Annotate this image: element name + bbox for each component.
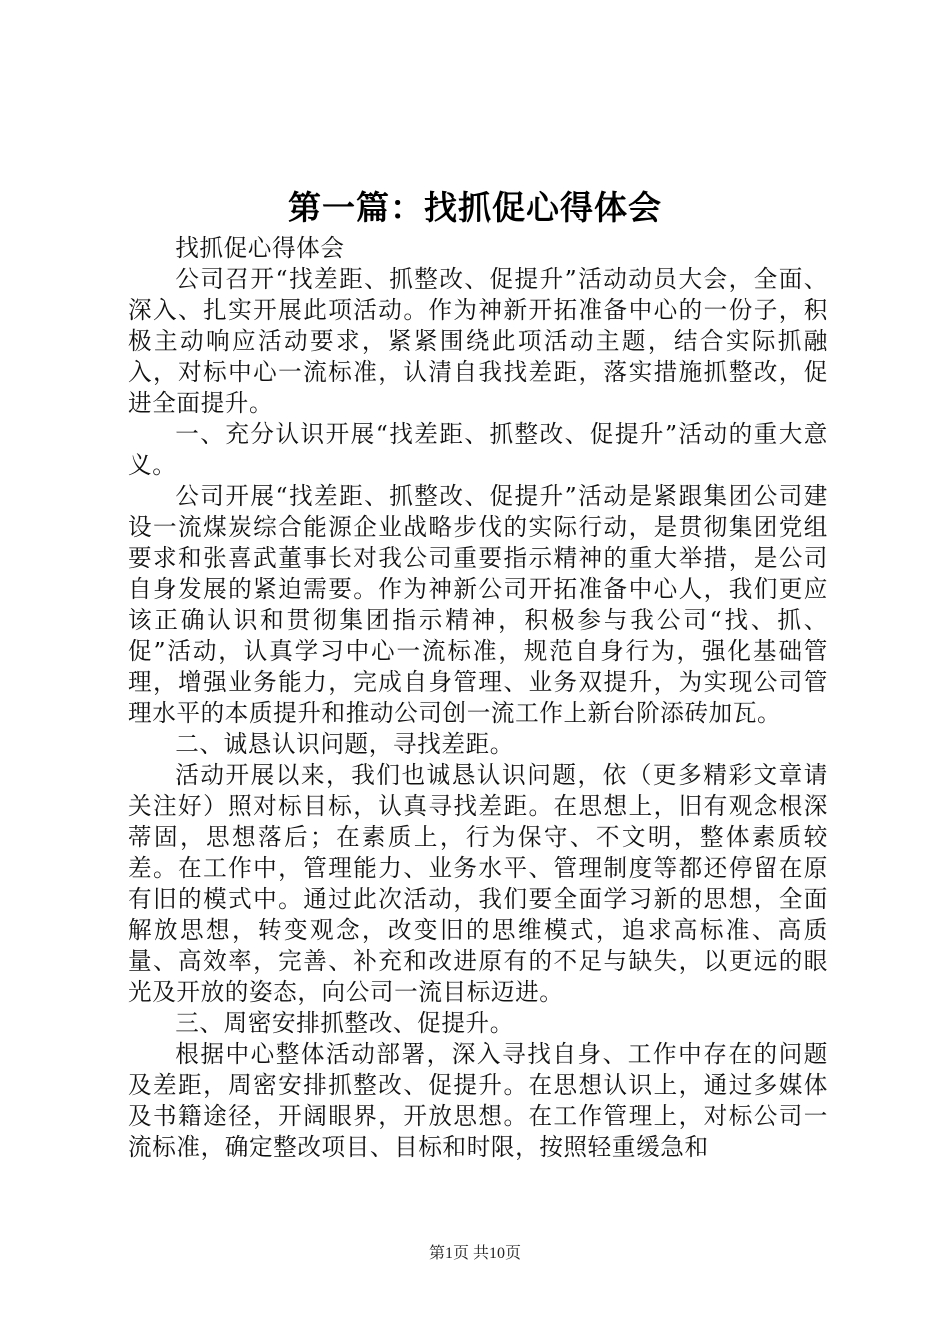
document-title: 第一篇：找抓促心得体会 (288, 188, 662, 227)
document-body (128, 233, 828, 1163)
section-heading-2: 二、诚恳认识问题，寻找差距。 (175, 730, 514, 758)
paragraph-section-2: 活动开展以来，我们也诚恳认识问题，依（更多精彩文章请关注好）照对标目标，认真寻找差距。在思想上，旧有观念根深蒂固，思想落后；在素质上，行为保守、不文明，整体素质较差。在工作中，管理能力、业务水平、管理制度等都还停留在原有旧的模式中。通过此次活动，我们要全面学习新的思想，全面解放思想，转变观念，改变旧的思维模式，追求高标准、高质量、高效率，完善、补充和改进原有的不足与缺失，以更远的眼光及开放的姿态，向公司一流目标迈进。 (128, 761, 828, 1006)
paragraph-intro: 公司召开“找差距、抓整改、促提升”活动动员大会，全面、深入、扎实开展此项活动。作为神新开拓准备中心的一份子，积极主动响应活动要求，紧紧围绕此项活动主题，结合实际抓融入，对标中心一流标准，认清自我找差距，落实措施抓整改，促进全面提升。 (128, 265, 828, 417)
paragraph-section-1: 公司开展“找差距、抓整改、促提升”活动是紧跟集团公司建设一流煤炭综合能源企业战略步伐的实际行动，是贯彻集团党组要求和张喜武董事长对我公司重要指示精神的重大举措，是公司自身发展的紧迫需要。作为神新公司开拓准备中心人，我们更应该正确认识和贯彻集团指示精神，积极参与我公司“找、抓、促”活动，认真学习中心一流标准，规范自身行为，强化基础管理，增强业务能力，完成自身管理、业务双提升，为实现公司管理水平的本质提升和推动公司创一流工作上新台阶添砖加瓦。 (128, 482, 828, 727)
page-number: 第1页 共10页 (428, 1245, 521, 1262)
section-heading-3: 三、周密安排抓整改、促提升。 (175, 1009, 514, 1037)
paragraph-subtitle: 找抓促心得体会 (175, 234, 345, 262)
section-heading-1: 一、充分认识开展“找差距、抓整改、促提升”活动的重大意义。 (128, 420, 828, 479)
paragraph-section-3: 根据中心整体活动部署，深入寻找自身、工作中存在的问题及差距，周密安排抓整改、促提升。在思想认识上，通过多媒体及书籍途径，开阔眼界，开放思想。在工作管理上，对标公司一流标准，确定整改项目、目标和时限，按照轻重缓急和 (128, 1040, 828, 1161)
